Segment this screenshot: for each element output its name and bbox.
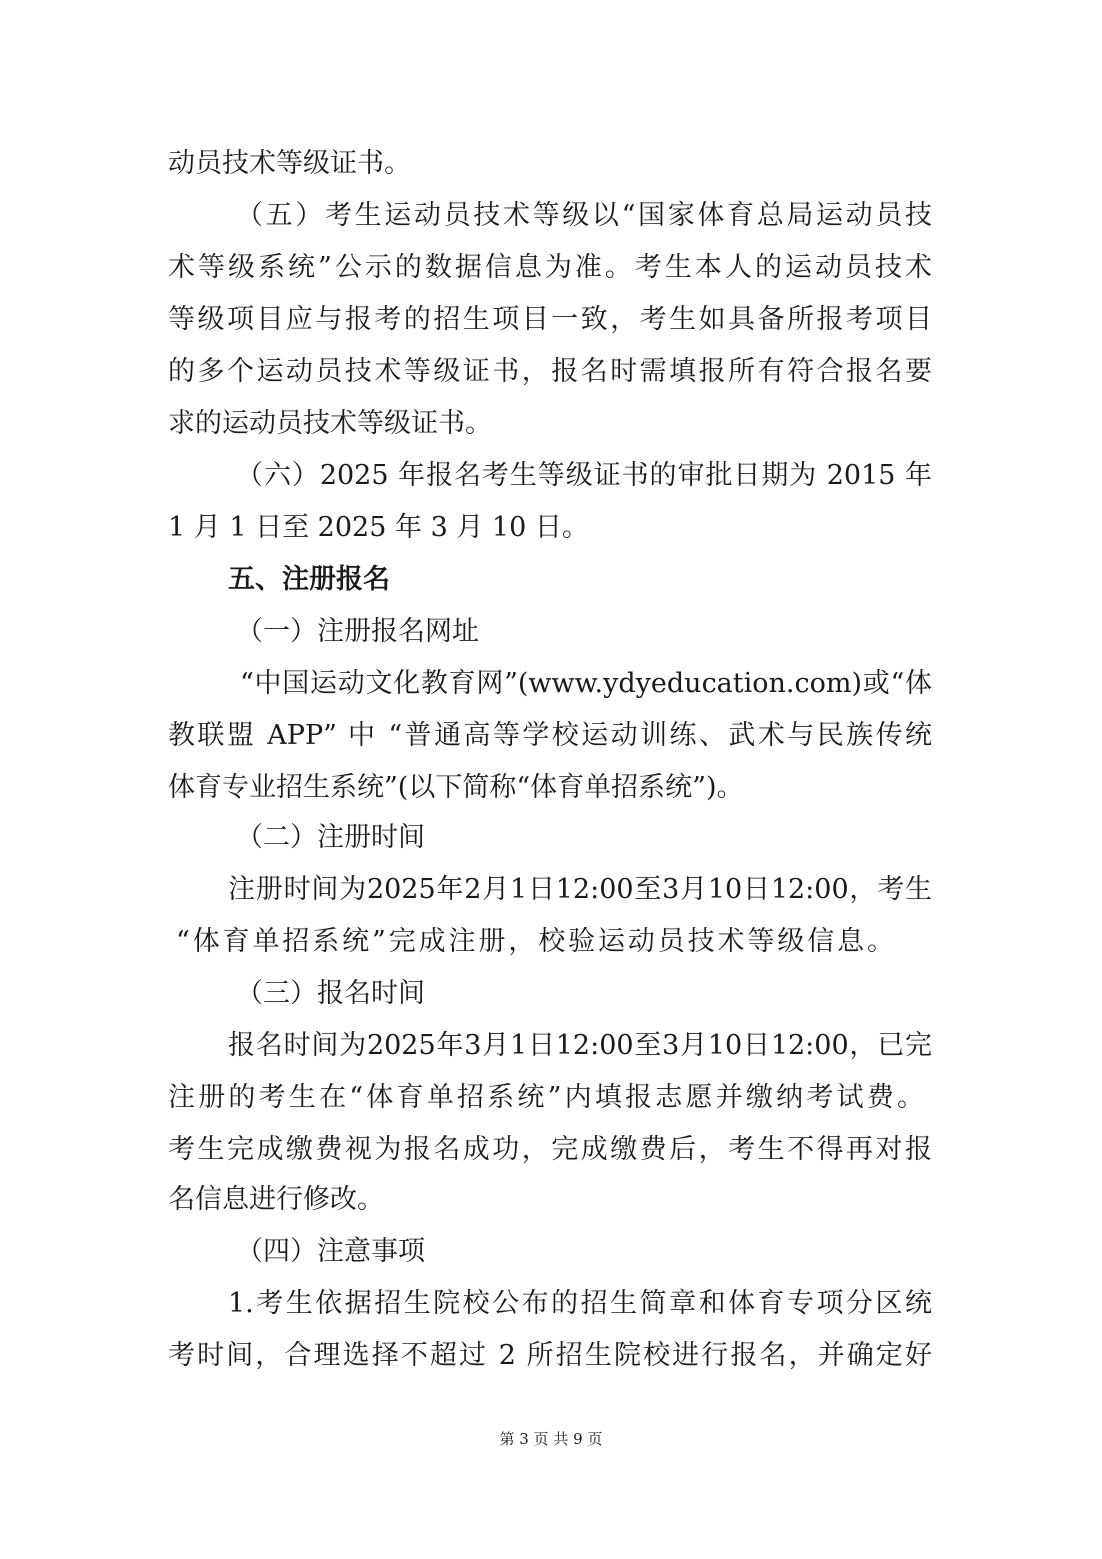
- paragraph-line: 求的运动员技术等级证书。: [168, 408, 492, 439]
- paragraph-line: 体育专业招生系统”(以下简称“体育单招系统”)。: [168, 772, 744, 803]
- paragraph-line: 注册的考生在“体育单招系统”内填报志愿并缴纳考试费。: [168, 1082, 924, 1113]
- paragraph-line: 教联盟 APP” 中 “普通高等学校运动训练、武术与民族传统: [168, 720, 932, 751]
- page-footer: 第 3 页 共 9 页: [499, 1430, 603, 1448]
- paragraph-line: （五）考生运动员技术等级以“国家体育总局运动员技: [236, 200, 932, 231]
- paragraph-line: 1.考生依据招生院校公布的招生简章和体育专项分区统: [228, 1288, 932, 1319]
- paragraph-line: 1 月 1 日至 2025 年 3 月 10 日。: [168, 512, 589, 543]
- paragraph-line: 术等级系统”公示的数据信息为准。考生本人的运动员技术: [168, 252, 932, 283]
- paragraph-line: 动员技术等级证书。: [168, 148, 411, 179]
- paragraph-line: “体育单招系统”完成注册，校验运动员技术等级信息。: [176, 926, 894, 957]
- subsection-heading: （三）报名时间: [236, 978, 425, 1009]
- subsection-heading: （四）注意事项: [236, 1236, 425, 1267]
- paragraph-line: 名信息进行修改。: [168, 1184, 384, 1215]
- paragraph-line: “中国运动文化教育网”(www.ydyeducation.com)或“体: [240, 668, 932, 699]
- paragraph-line: （六）2025 年报名考生等级证书的审批日期为 2015 年: [236, 460, 932, 491]
- paragraph-line: 等级项目应与报考的招生项目一致，考生如具备所报考项目: [168, 304, 932, 335]
- subsection-heading: （二）注册时间: [236, 822, 425, 853]
- paragraph-line: 注册时间为2025年2月1日12:00至3月10日12:00，考生: [228, 874, 932, 905]
- section-heading: 五、注册报名: [228, 564, 390, 595]
- subsection-heading: （一）注册报名网址: [236, 616, 479, 647]
- paragraph-line: 报名时间为2025年3月1日12:00至3月10日12:00，已完: [228, 1030, 932, 1061]
- paragraph-line: 的多个运动员技术等级证书，报名时需填报所有符合报名要: [168, 356, 932, 387]
- paragraph-line: 考时间，合理选择不超过 2 所招生院校进行报名，并确定好: [168, 1340, 932, 1371]
- paragraph-line: 考生完成缴费视为报名成功，完成缴费后，考生不得再对报: [168, 1134, 932, 1165]
